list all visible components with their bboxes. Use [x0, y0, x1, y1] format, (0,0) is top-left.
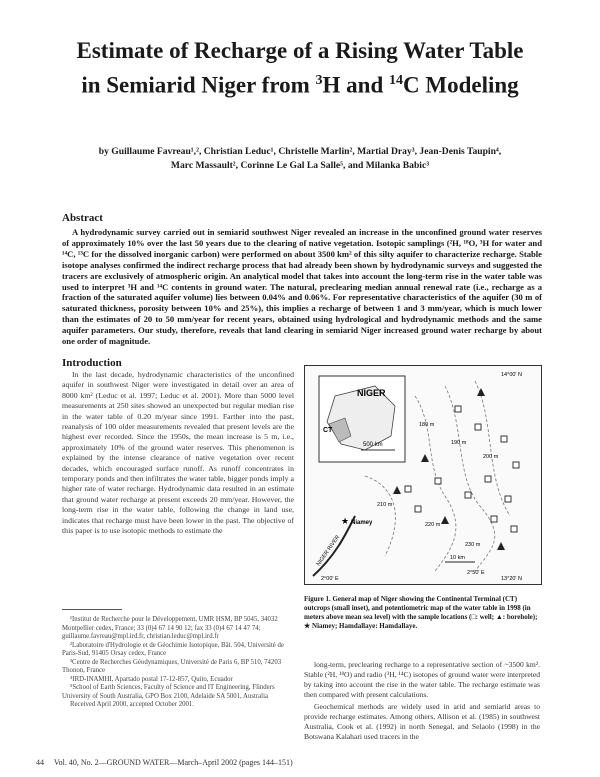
borehole-marker — [497, 542, 505, 550]
borehole-marker — [421, 454, 429, 462]
map-scale-label: 10 km — [450, 555, 465, 561]
title-line-1: Estimate of Recharge of a Rising Water Table — [76, 38, 524, 63]
abstract-body: A hydrodynamic survey carried out in semiarid southwest Niger revealed an increase in the unconfined ground water reserves of approximately 10% over the last 50 years due to the clearing of native vegetation. Isotopic samplings (²H, ¹⁸O, ³H for water and ¹⁴C, ¹³C for the dissolved inorganic carbon) were performed on about 3500 km² of this silty aquifer to characterize recharge. Stable isotope analyses confirmed the indirect recharge process that had already been shown by hydrodynamic surveys and suggested the tracers are exclusively of atmospheric origin. An analytical model that takes into account the long-term rise in the water table was used to interpret ³H and ¹⁴C contents in ground water. The natural, preclearing median annual renewal rate (i.e., recharge as a fraction of the saturated aquifer volume) lies between 0.04% and 0.06%. For representative characteristics of the aquifer (30 m of saturated thickness, porosity between 10% and 25%), this implies a recharge of between 1 and 3 mm/year, which is much lower than the estimates of 20 to 50 mm/year for recent years, obtained using hydrological and hydrodynamic methods and the same aquifer parameters. Our study, therefore, reveals that land clearing in semiarid Niger increased ground water recharge by about one order of magnitude. — [62, 227, 542, 347]
well-marker — [513, 462, 519, 468]
well-marker — [435, 478, 441, 484]
contour-label-4: 210 m — [377, 502, 393, 508]
page-footer: 44 Vol. 40, No. 2—GROUND WATER—March–April 2002 (pages 144–151) — [36, 758, 293, 767]
footnotes — [62, 616, 294, 710]
contour-label-1: 180 m — [419, 422, 435, 428]
well-marker — [415, 506, 421, 512]
footnote-4: ⁴IRD-INAMHI, Apartado postal 17-12-857, Quito, Ecuador — [70, 675, 233, 683]
well-marker — [485, 476, 491, 482]
footnote-3: ³Centre de Recherches Géodynamiques, Université de Paris 6, BP 510, 74203 Thonon, France — [62, 658, 282, 674]
niamey-star-icon: ★ — [341, 516, 350, 526]
lon-right-label: 2°50' E — [467, 570, 485, 576]
received-note: Received April 2000, accepted October 2001. — [70, 701, 194, 708]
footnote-2: ²Laboratoire d'Hydrologie et de Géochimie Isotopique, Bât. 504, Université de Paris-Sud, 91405 Orsay cedex, France — [62, 641, 284, 657]
inset-scale-label: 500 km — [363, 442, 383, 448]
footnote-divider — [62, 609, 122, 610]
contour-line-4 — [365, 476, 395, 556]
title-line-2-mid: H and — [322, 72, 390, 98]
well-marker — [475, 424, 481, 430]
title-sup-14: 14 — [389, 73, 404, 88]
contour-label-5: 220 m — [425, 522, 441, 528]
borehole-marker — [393, 486, 401, 494]
contour-label-3: 200 m — [483, 454, 499, 460]
footnote-5: ⁵School of Earth Sciences, Faculty of Science and IT Engineering, Flinders University of South Australia, GPO Box 2100, Adelaide SA 5001, Australia — [62, 684, 275, 700]
figure-1-map — [304, 365, 542, 585]
author-list — [60, 145, 540, 173]
figure-caption: Figure 1. General map of Niger showing the Continental Terminal (CT) outcrops (small inset), and potentiometric map of the water table in 1998 (in meters above mean sea level) with the sample locations (□: well; ▲: borehole); ★ Niamey; Hamdallaye: Hamdallaye. — [304, 595, 538, 630]
well-marker — [455, 406, 461, 412]
borehole-markers — [393, 388, 505, 550]
borehole-marker — [441, 516, 449, 524]
inset-ct-label: CT — [323, 427, 333, 434]
niamey-label: Niamey — [351, 520, 373, 526]
lat-bottom-label: 13°20' N — [501, 576, 522, 582]
lon-left-label: 2°00' E — [321, 576, 339, 582]
title-sup-3: 3 — [315, 73, 323, 88]
title-line-2-pre: in Semiarid Niger from — [81, 72, 316, 98]
well-marker — [501, 436, 507, 442]
borehole-marker — [477, 388, 485, 396]
abstract-heading: Abstract — [62, 212, 103, 224]
lat-top-label: 14°00' N — [501, 372, 522, 378]
paper-title — [40, 36, 560, 101]
map-svg — [305, 366, 541, 584]
inset-country-label: NIGER — [357, 388, 386, 398]
well-marker — [465, 492, 471, 498]
title-line-2-post: C Modeling — [403, 72, 519, 98]
river-label: NIGER RIVER — [315, 534, 342, 568]
contour-label-2: 190 m — [451, 440, 467, 446]
well-marker — [511, 526, 517, 532]
well-marker — [405, 486, 411, 492]
authors-line-1: by Guillaume Favreau¹,², Christian Leduc¹, Christelle Marlin², Martial Dray³, Jean-Denis Taupin⁴, — [98, 146, 502, 157]
well-marker — [491, 516, 497, 522]
right-column-paragraph-2: Geochemical methods are widely used in arid and semiarid areas to provide recharge estimates. Among others, Allison et al. (1985) in southwest Australia, Cook et al. (1992) in north Senegal, and Selaolo (1998) in the Botswana Kalahari used tracers in the — [304, 702, 540, 741]
introduction-heading: Introduction — [62, 357, 122, 369]
right-column-paragraph-1: long-term, preclearing recharge to a representative section of ~3500 km². Stable (²H, ¹⁸O) and radio (³H, ¹⁴C) isotopes of ground water were interpreted by taking into account the rise in the water table. The recharge estimate was then compared with present calculations. — [304, 660, 540, 699]
well-marker — [505, 496, 511, 502]
right-column-body — [304, 660, 540, 744]
footnote-1: ¹Institut de Recherche pour le Développement, UMR HSM, BP 5045, 34032 Montpellier cedex, France; 33 (0)4 67 14 90 12; fax 33 (0)4 67 14 47 74; guillaume.favreau@mpl.ird.fr, christian.leduc@mpl.ird.fr — [62, 616, 278, 640]
contour-label-6: 230 m — [465, 542, 481, 548]
introduction-body: In the last decade, hydrodynamic characteristics of the unconfined aquifer in southwest Niger were investigated in detail over an area of 8000 km² (Leduc et al. 1997; Leduc et al. 2001). More than 5000 level measurements at 250 sites showed an unexpected but regular median rise in the water table of 0.20 m/year since 1991. Farther into the past, reanalysis of 100 older measurements revealed that present levels are the highest ever recorded. Since the 1950s, the mean increase is 5 m, i.e., approximately 10% of the ground water reserves. This phenomenon is explained by the intense clearance of native vegetation over recent decades, which encouraged surface runoff. As runoff concentrates in temporary ponds and then infiltrates the water table, bigger ponds imply a higher rate of water recharge. Hydrodynamic data resulted in an estimate that ground water recharge at present exceeds 20 mm/year. However, the long-term rise in the water table, following the change in land use, indicates that recharge must have been lower in the past. The objective of this paper is to use isotopic methods to estimate the — [62, 370, 294, 536]
authors-line-2: Marc Massault², Corinne Le Gal La Salle⁵, and Milanka Babic³ — [170, 160, 430, 171]
